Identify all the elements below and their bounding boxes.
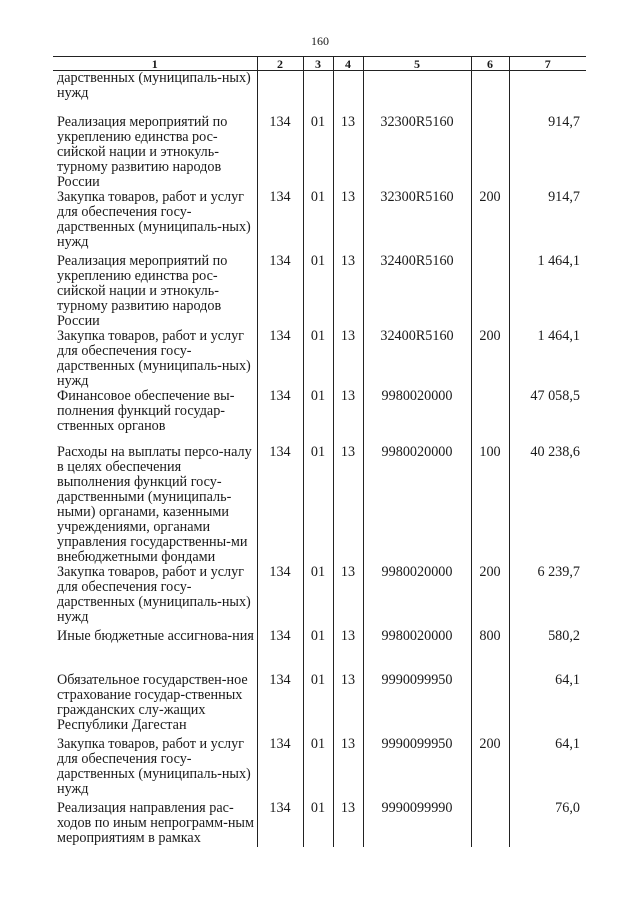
column-header: 4	[333, 57, 363, 71]
row-code-target: 9980020000	[363, 629, 471, 673]
row-code-target: 32300R5160	[363, 190, 471, 254]
column-header: 2	[257, 57, 303, 71]
row-code-ministry: 134	[257, 673, 303, 737]
row-code-section: 01	[303, 254, 333, 329]
row-code-target: 9990099990	[363, 801, 471, 847]
row-description: Обязательное государствен-ное страхование государ-ственных гражданских слу-жащих Республики Дагестан	[57, 672, 248, 733]
row-code-ministry	[257, 71, 303, 116]
row-code-section: 01	[303, 629, 333, 673]
row-code-expense-type: 100	[471, 445, 509, 565]
column-header: 6	[471, 57, 509, 71]
table-row	[53, 254, 586, 329]
row-description: Финансовое обеспечение вы-полнения функций государ-ственных органов	[57, 388, 235, 434]
table-row	[53, 115, 586, 190]
row-code-expense-type	[471, 673, 509, 737]
column-header: 1	[53, 57, 257, 71]
row-description: Расходы на выплаты персо-налу в целях обеспечения выполнения функций госу-дарственными (муниципаль-ными) органами, казенными учреждениями, органами управления государственны-ми внебюджетными фондами	[57, 444, 252, 565]
table-row	[53, 737, 586, 801]
row-code-section: 01	[303, 673, 333, 737]
row-description: Закупка товаров, работ и услуг для обеспечения госу-дарственных (муниципаль-ных) нужд	[57, 189, 251, 250]
table-row	[53, 445, 586, 565]
row-code-expense-type	[471, 389, 509, 445]
row-amount: 64,1	[509, 673, 586, 737]
row-code-expense-type	[471, 801, 509, 847]
row-amount: 40 238,6	[509, 445, 586, 565]
table-row	[53, 329, 586, 389]
row-code-target: 32400R5160	[363, 329, 471, 389]
row-code-expense-type: 200	[471, 329, 509, 389]
row-code-expense-type	[471, 115, 509, 190]
row-code-section: 01	[303, 445, 333, 565]
row-code-subsection	[333, 71, 363, 116]
row-code-expense-type: 200	[471, 190, 509, 254]
row-code-subsection: 13	[333, 565, 363, 629]
table-row	[53, 629, 586, 673]
row-code-expense-type	[471, 71, 509, 116]
row-amount: 914,7	[509, 115, 586, 190]
row-code-target: 9990099950	[363, 737, 471, 801]
row-code-subsection: 13	[333, 673, 363, 737]
row-amount: 580,2	[509, 629, 586, 673]
row-code-section: 01	[303, 801, 333, 847]
row-description: Реализация мероприятий по укреплению единства рос-сийской нации и этнокуль-турному развитию народов России	[57, 253, 228, 329]
row-code-expense-type: 200	[471, 737, 509, 801]
row-code-target: 32300R5160	[363, 115, 471, 190]
row-code-subsection: 13	[333, 737, 363, 801]
row-code-ministry: 134	[257, 565, 303, 629]
row-amount: 1 464,1	[509, 254, 586, 329]
row-description: дарственных (муниципаль-ных) нужд	[57, 70, 251, 101]
row-code-ministry: 134	[257, 115, 303, 190]
row-amount: 914,7	[509, 190, 586, 254]
row-amount: 64,1	[509, 737, 586, 801]
table-row	[53, 801, 586, 847]
row-code-ministry: 134	[257, 629, 303, 673]
row-code-expense-type: 200	[471, 565, 509, 629]
row-code-ministry: 134	[257, 254, 303, 329]
row-code-expense-type	[471, 254, 509, 329]
table-row	[53, 190, 586, 254]
row-amount: 6 239,7	[509, 565, 586, 629]
table-row	[53, 71, 586, 116]
row-code-section: 01	[303, 737, 333, 801]
row-description: Закупка товаров, работ и услуг для обеспечения госу-дарственных (муниципаль-ных) нужд	[57, 564, 251, 625]
row-code-subsection: 13	[333, 445, 363, 565]
row-code-section: 01	[303, 329, 333, 389]
row-amount: 47 058,5	[509, 389, 586, 445]
row-code-target: 9980020000	[363, 565, 471, 629]
row-description: Реализация направления рас-ходов по иным непрограмм-ным мероприятиям в рамках	[57, 800, 254, 846]
row-code-section: 01	[303, 190, 333, 254]
row-description: Иные бюджетные ассигнова-ния	[57, 628, 254, 644]
row-description: Закупка товаров, работ и услуг для обеспечения госу-дарственных (муниципаль-ных) нужд	[57, 328, 251, 389]
table-row	[53, 673, 586, 737]
row-code-ministry: 134	[257, 329, 303, 389]
row-description: Реализация мероприятий по укреплению единства рос-сийской нации и этнокуль-турному развитию народов России	[57, 114, 228, 190]
row-code-target: 9990099950	[363, 673, 471, 737]
row-code-subsection: 13	[333, 190, 363, 254]
row-code-section	[303, 71, 333, 116]
row-amount	[509, 71, 586, 116]
row-code-ministry: 134	[257, 801, 303, 847]
page-number: 160	[311, 34, 329, 48]
row-amount: 76,0	[509, 801, 586, 847]
row-amount: 1 464,1	[509, 329, 586, 389]
row-code-ministry: 134	[257, 190, 303, 254]
row-code-section: 01	[303, 115, 333, 190]
row-code-subsection: 13	[333, 254, 363, 329]
row-code-target	[363, 71, 471, 116]
row-code-target: 9980020000	[363, 445, 471, 565]
table-row	[53, 565, 586, 629]
row-code-section: 01	[303, 389, 333, 445]
row-code-subsection: 13	[333, 629, 363, 673]
row-code-ministry: 134	[257, 389, 303, 445]
row-code-target: 32400R5160	[363, 254, 471, 329]
row-code-expense-type: 800	[471, 629, 509, 673]
column-header: 5	[363, 57, 471, 71]
table-row	[53, 389, 586, 445]
column-header: 7	[509, 57, 586, 71]
row-code-subsection: 13	[333, 801, 363, 847]
budget-table	[53, 56, 586, 847]
row-code-target: 9980020000	[363, 389, 471, 445]
row-code-subsection: 13	[333, 389, 363, 445]
row-code-subsection: 13	[333, 115, 363, 190]
row-code-subsection: 13	[333, 329, 363, 389]
row-code-section: 01	[303, 565, 333, 629]
row-code-ministry: 134	[257, 737, 303, 801]
row-description: Закупка товаров, работ и услуг для обеспечения госу-дарственных (муниципаль-ных) нужд	[57, 736, 251, 797]
row-code-ministry: 134	[257, 445, 303, 565]
table-header-row	[53, 57, 586, 71]
column-header: 3	[303, 57, 333, 71]
